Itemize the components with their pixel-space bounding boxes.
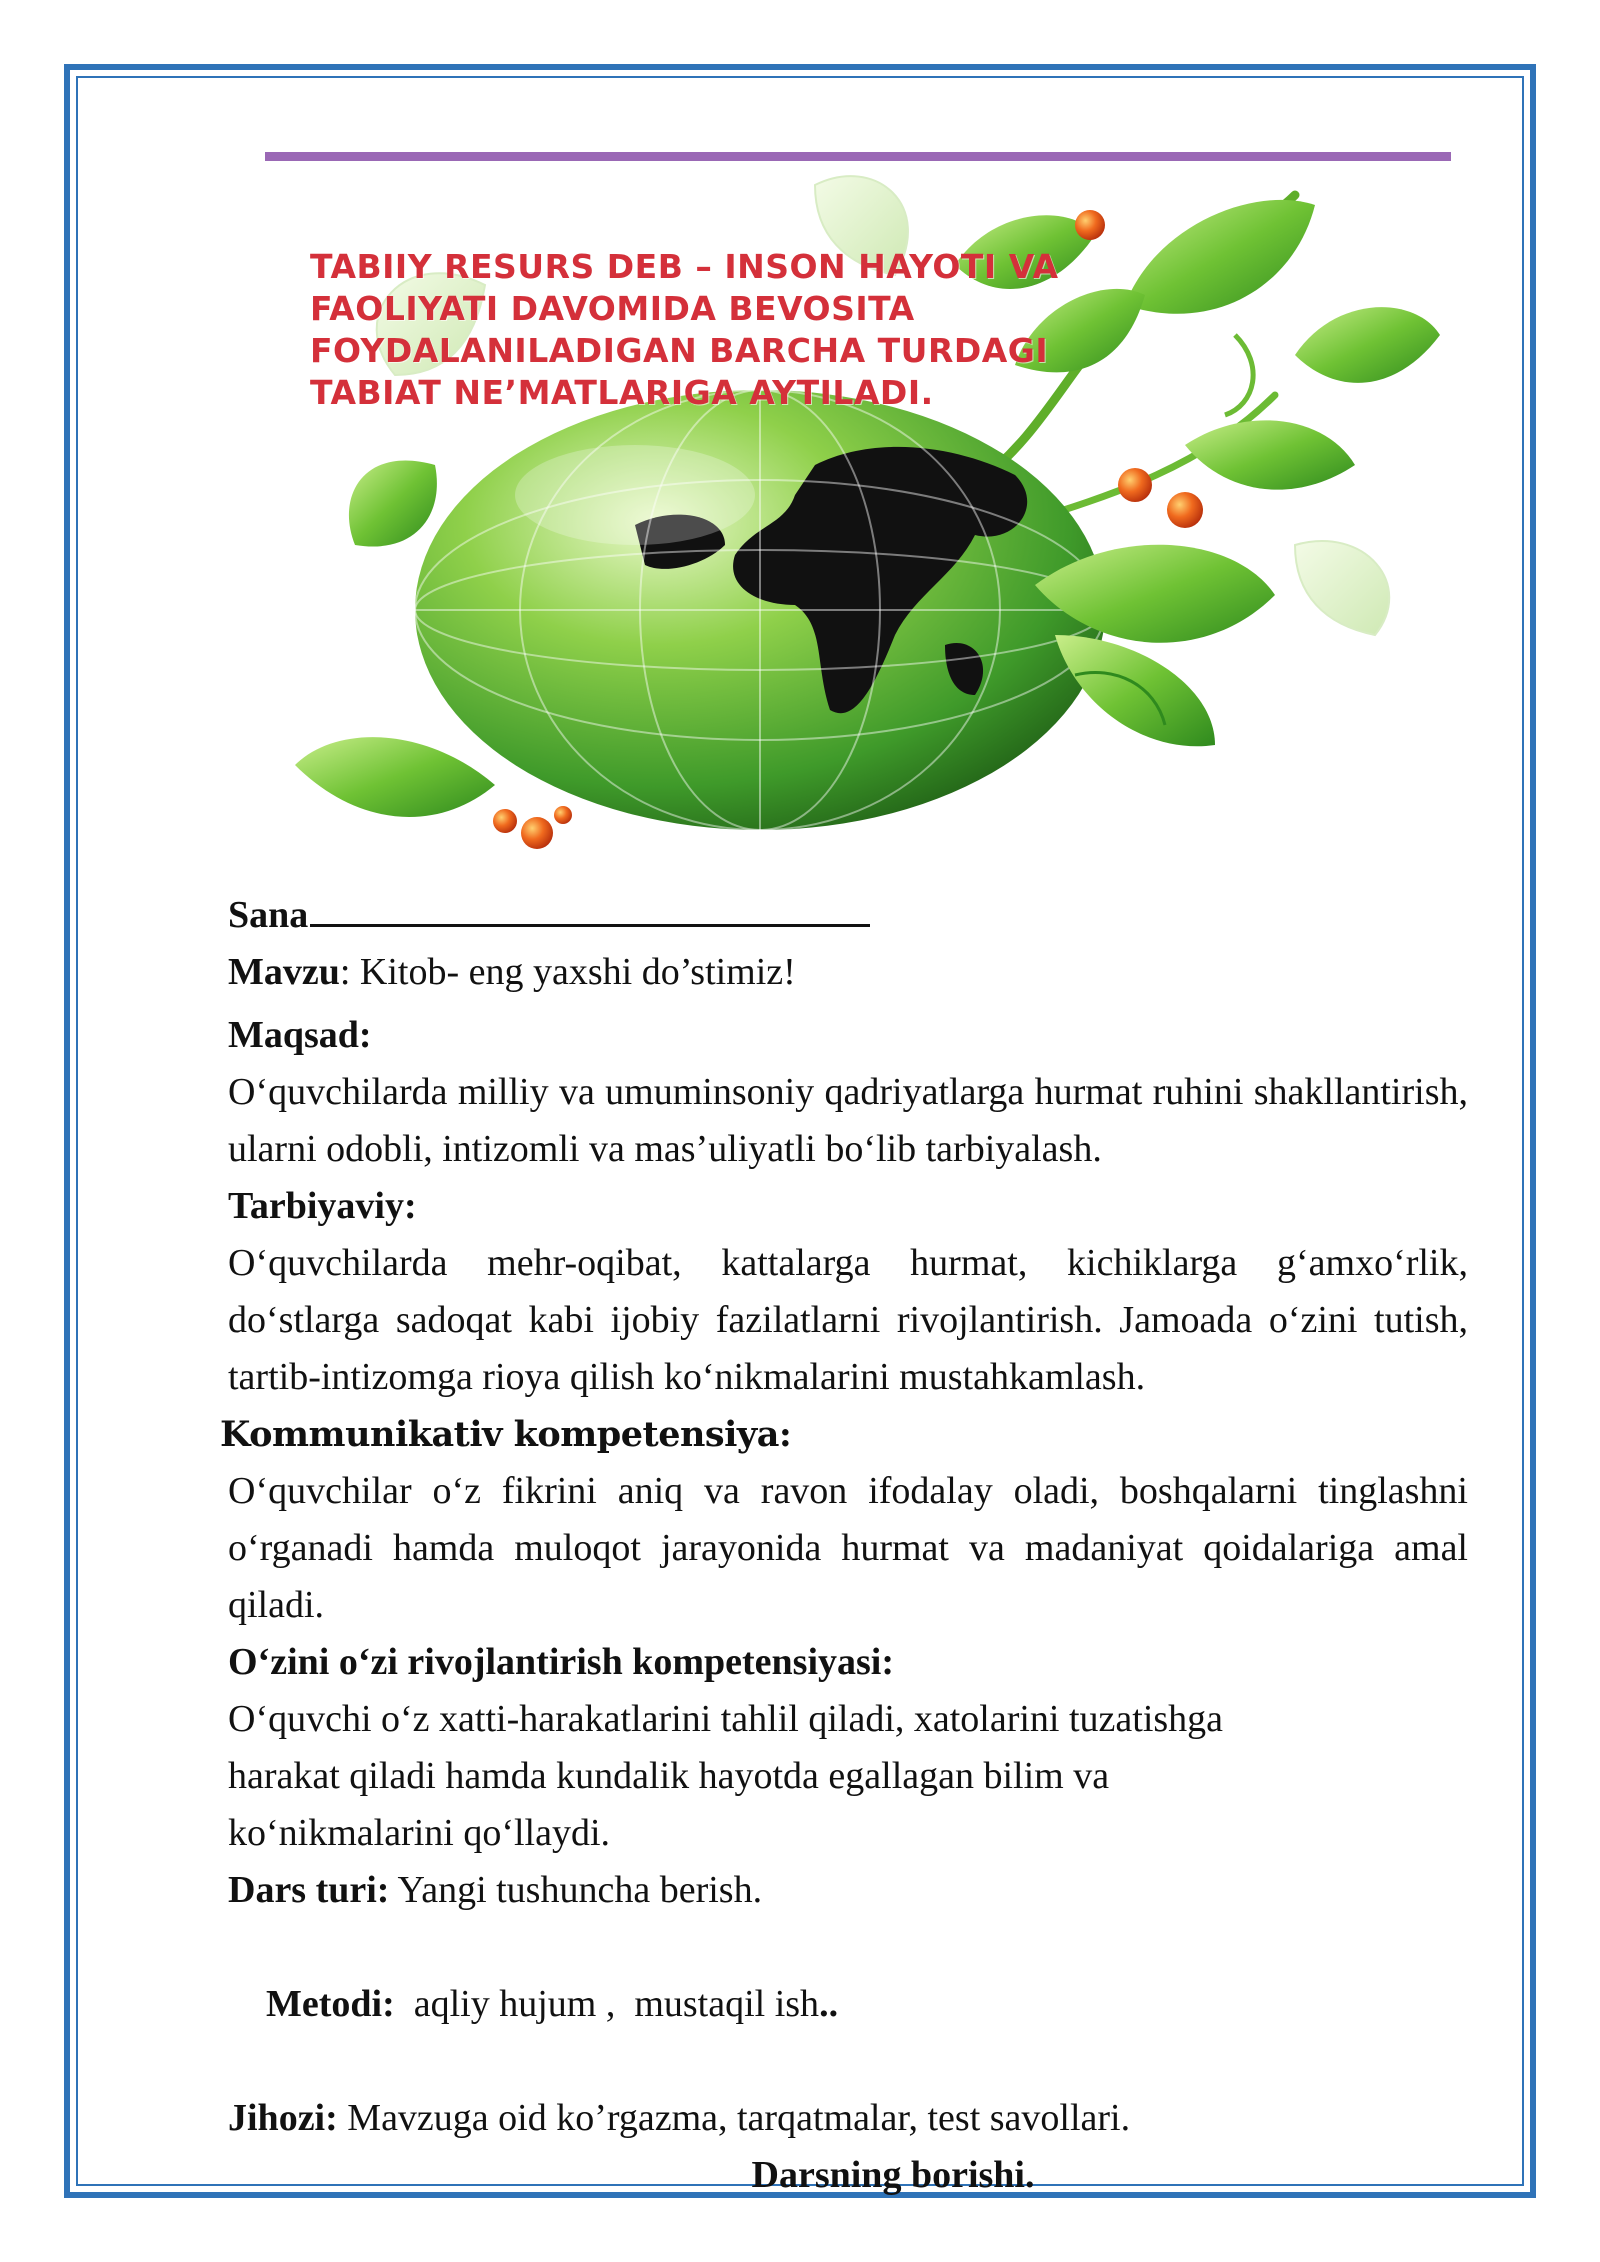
ozini-line: ko‘nikmalarini qo‘llaydi. [228, 1812, 611, 1854]
kommunikativ-text: O‘quvchilar o‘z fikrini aniq va ravon ifodalay oladi, boshqalarni tinglashni o‘rganadi hamda muloqot jarayonida hurmat va madaniyat qoidalariga amal qiladi. [228, 1470, 1468, 1626]
mavzu-value: : Kitob- eng yaxshi do’stimiz! [339, 951, 796, 993]
ozini-line: O‘quvchi o‘z xatti-harakatlarini tahlil qiladi, xatolarini tuzatishga [228, 1698, 1224, 1740]
poster-caption [310, 246, 1210, 414]
sana-label: Sana [228, 894, 309, 936]
jihozi-row [228, 2090, 1468, 2147]
dars-turi-row [228, 1862, 1468, 1919]
kommunikativ-heading: Kommunikativ kompetensiya: [220, 1414, 792, 1455]
sana-blank-line [310, 884, 870, 927]
metodi-row [228, 1919, 1468, 2090]
lesson-plan-body [220, 884, 1468, 2204]
sana-row [228, 884, 1468, 944]
metodi-value: aqliy hujum , mustaqil ish [394, 1983, 820, 2025]
ozini-line: harakat qiladi hamda kundalik hayotda egallagan bilim va [228, 1755, 1110, 1797]
maqsad-text: O‘quvchilarda milliy va umuminsoniy qadriyatlarga hurmat ruhini shakllantirish, ularni odobli, intizomli va mas’uliyatli bo‘lib tarbiyalash. [228, 1071, 1468, 1170]
ozini-heading: O‘zini o‘zi rivojlantirish kompetensiyasi: [228, 1641, 895, 1683]
metodi-end: .. [819, 1983, 839, 2025]
poster-line: TABIAT NE’MATLARIGA AYTILADI. [310, 373, 934, 412]
poster-line: TABIIY RESURS DEB – INSON HAYOTI VA [310, 247, 1059, 286]
mavzu-row [228, 944, 1468, 1001]
jihozi-value: Mavzuga oid ko’rgazma, tarqatmalar, test savollari. [337, 2097, 1131, 2139]
maqsad-heading: Maqsad: [228, 1014, 372, 1056]
top-rule [265, 152, 1451, 161]
metodi-label: Metodi: [266, 1983, 395, 2025]
mavzu-label: Mavzu [228, 951, 340, 993]
darsning-borishi-heading: Darsning borishi. [751, 2154, 1035, 2196]
tarbiyaviy-text: O‘quvchilarda mehr-oqibat, kattalarga hurmat, kichiklarga g‘amxo‘rlik, do‘stlarga sadoqat kabi ijobiy fazilatlarni rivojlantirish. Jamoada o‘zini tutish, tartib-intizomga rioya qilish ko‘nikmalarini mustahkamlash. [228, 1242, 1468, 1398]
dars-turi-value: Yangi tushuncha berish. [389, 1869, 763, 1911]
tarbiyaviy-heading: Tarbiyaviy: [228, 1185, 417, 1227]
poster-line: FOYDALANILADIGAN BARCHA TURDAGI [310, 331, 1049, 370]
jihozi-label: Jihozi: [228, 2097, 338, 2139]
dars-turi-label: Dars turi: [228, 1869, 390, 1911]
poster-line: FAOLIYATI DAVOMIDA BEVOSITA [310, 289, 915, 328]
